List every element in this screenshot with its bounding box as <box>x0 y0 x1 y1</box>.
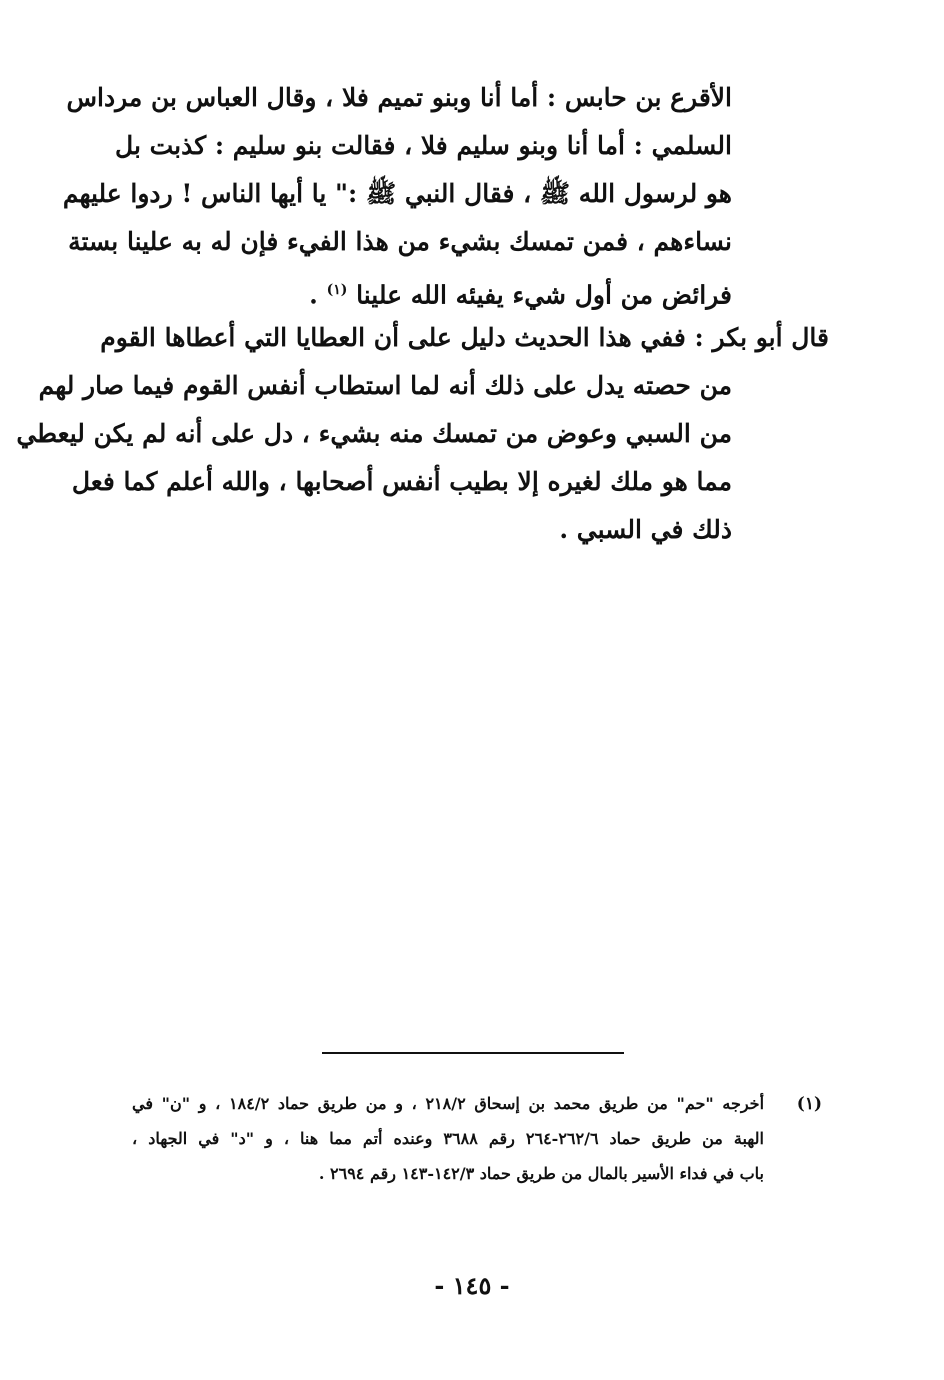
body-line-last <box>140 270 732 315</box>
footnote-marker: (١) <box>796 1094 822 1114</box>
body-line: السلمي : أما أنا وبنو سليم فلا ، فقالت بنو سليم : كذبت بل <box>115 131 732 160</box>
footnote-separator <box>322 1052 624 1054</box>
body-text: فرائض من أول شيء يفيئه الله علينا <box>356 280 732 310</box>
footnote-line: باب في فداء الأسير بالمال من طريق حماد ١٤٢/٣-١٤٣ رقم ٢٦٩٤ . <box>318 1164 764 1183</box>
body-line: هو لرسول الله ﷺ ، فقال النبي ﷺ :" يا أيها الناس ! ردوا عليهم <box>62 179 732 208</box>
footnote-reference[interactable]: (١) <box>326 282 348 298</box>
sentence-end: . <box>309 280 318 310</box>
body-line: من السبي وعوض من تمسك منه بشيء ، دل على أنه لم يكن ليعطي <box>16 419 732 448</box>
body-line: مما هو ملك لغيره إلا بطيب أنفس أصحابها ، والله أعلم كما فعل <box>71 467 732 496</box>
body-line: من حصته يدل على ذلك أنه لما استطاب أنفس القوم فيما صار لهم <box>38 371 732 400</box>
body-line: نساءهم ، فمن تمسك بشيء من هذا الفيء فإن له به علينا بستة <box>68 227 732 256</box>
footnote-line: الهبة من طريق حماد ٢٦٢/٦-٢٦٤ رقم ٣٦٨٨ وعنده أتم مما هنا ، و "د" في الجهاد ، <box>132 1129 764 1148</box>
body-line: قال أبو بكر : ففي هذا الحديث دليل على أن العطايا التي أعطاها القوم <box>100 323 829 352</box>
body-line: ذلك في السبي . <box>559 515 732 544</box>
body-line: الأقرع بن حابس : أما أنا وبنو تميم فلا ، وقال العباس بن مرداس <box>66 83 732 112</box>
page-number: - ١٤٥ - <box>434 1271 510 1300</box>
footnote-line: أخرجه "حم" من طريق محمد بن إسحاق ٢١٨/٢ ، و من طريق حماد ١٨٤/٢ ، و "ن" في <box>132 1094 765 1113</box>
